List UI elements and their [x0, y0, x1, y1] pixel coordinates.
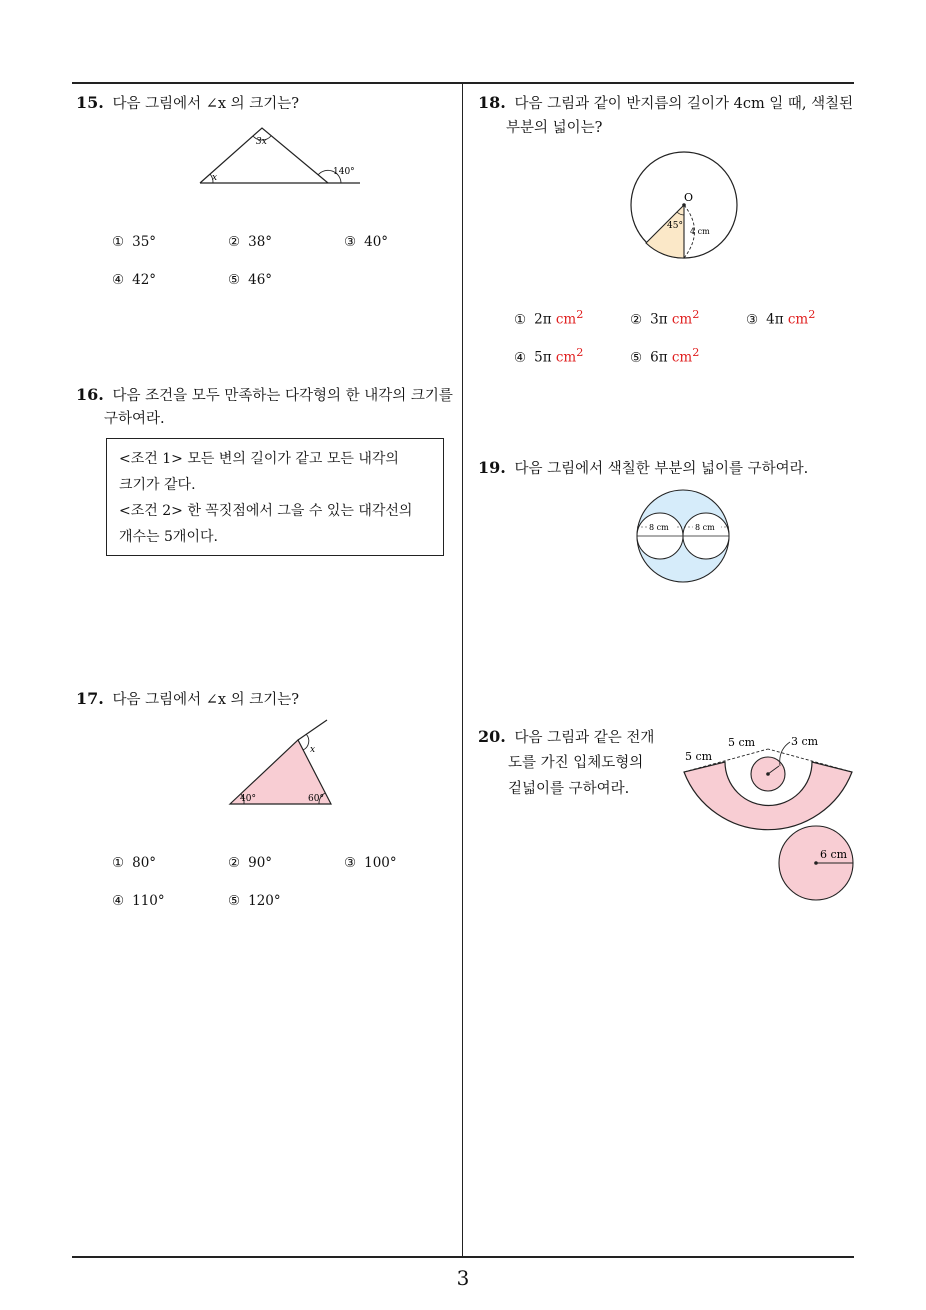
q20-text-line3: 겉넓이를 구하여라. — [508, 781, 630, 797]
page-number: 3 — [456, 1266, 470, 1290]
q18-choice-4[interactable]: ④ 5π $cm^2$ — [514, 346, 584, 366]
q15-number: 15. — [76, 93, 104, 112]
q15-choice-1[interactable]: ① 35° — [112, 234, 157, 250]
q18-choice-2[interactable]: ② 3π $cm^2$ — [630, 308, 700, 328]
q15-label-top: 3x — [256, 137, 267, 147]
q15-choice-2[interactable]: ② 38° — [228, 234, 273, 250]
q15-label-left: x — [212, 173, 218, 183]
q16-box-line4: 개수는 5개이다. — [119, 529, 218, 545]
q16-text-line1: 다음 조건을 모두 만족하는 다각형의 한 내각의 크기를 — [112, 388, 453, 404]
q17-text: 다음 그림에서 ∠x 의 크기는? — [112, 692, 300, 708]
q18-number: 18. — [478, 93, 506, 112]
q18-choice-3[interactable]: ③ 4π $cm^2$ — [746, 308, 816, 328]
q16-number: 16. — [76, 385, 104, 404]
q18-label-angle: 45° — [667, 221, 683, 231]
q17-label-x: x — [310, 745, 316, 755]
q17-choice-5[interactable]: ⑤ 120° — [228, 893, 281, 909]
q19-text: 다음 그림에서 색칠한 부분의 넓이를 구하여라. — [514, 461, 809, 477]
q17-choice-1[interactable]: ① 80° — [112, 855, 157, 871]
q18-label-center: O — [684, 191, 694, 204]
q17-choice-3[interactable]: ③ 100° — [344, 855, 397, 871]
q15-choice-4[interactable]: ④ 42° — [112, 272, 157, 288]
q17-label-right: 60° — [308, 794, 324, 804]
q20-label-a: 5 cm — [728, 736, 756, 749]
q15-label-right: 140° — [333, 167, 355, 177]
q16-box-line3: <조건 2> 한 꼭짓점에서 그을 수 있는 대각선의 — [119, 503, 413, 519]
q17-choice-2[interactable]: ② 90° — [228, 855, 273, 871]
q18-text-line1: 다음 그림과 같이 반지름의 길이가 4cm 일 때, 색칠된 — [514, 96, 854, 112]
q20-number: 20. — [478, 727, 506, 746]
q19-label-right: 8 cm — [695, 523, 715, 532]
q20-text-line1: 다음 그림과 같은 전개 — [514, 730, 655, 746]
q20-label-d: 6 cm — [820, 848, 848, 861]
q16-box-line1: <조건 1> 모든 변의 길이가 같고 모든 내각의 — [119, 451, 399, 467]
q17-choice-4[interactable]: ④ 110° — [112, 893, 165, 909]
q18-label-radius: 4 cm — [690, 227, 710, 236]
q15-text: 다음 그림에서 ∠x 의 크기는? — [112, 96, 300, 112]
q20-label-c: 3 cm — [791, 735, 819, 748]
q18-choice-5[interactable]: ⑤ 6π $cm^2$ — [630, 346, 700, 366]
q17-label-left: 40° — [240, 794, 256, 804]
q15-choice-5[interactable]: ⑤ 46° — [228, 272, 273, 288]
q19-label-left: 8 cm — [649, 523, 669, 532]
q18-choice-1[interactable]: ① 2π $cm^2$ — [514, 308, 584, 328]
q15-choice-3[interactable]: ③ 40° — [344, 234, 389, 250]
q16-text-line2: 구하여라. — [104, 411, 165, 427]
q20-label-b: 5 cm — [685, 750, 713, 763]
q19-number: 19. — [478, 458, 506, 477]
q20-text-line2: 도를 가진 입체도형의 — [508, 755, 644, 771]
q18-text-line2: 부분의 넓이는? — [506, 120, 603, 136]
q17-number: 17. — [76, 689, 104, 708]
q16-box-line2: 크기가 같다. — [119, 477, 196, 493]
